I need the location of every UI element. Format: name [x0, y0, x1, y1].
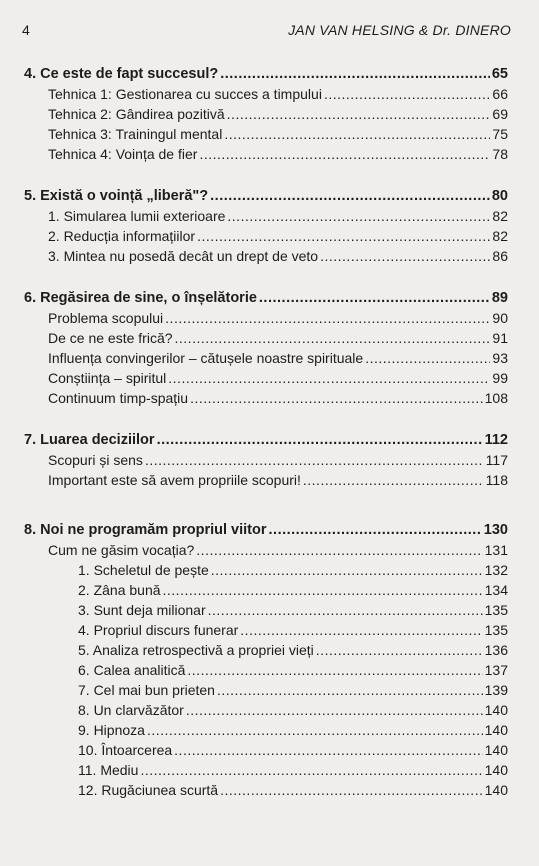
toc-page-number: 130	[483, 522, 508, 538]
toc-page-number: 118	[485, 472, 508, 488]
toc-chapter-entry	[24, 188, 508, 204]
page-number: 4	[22, 22, 30, 38]
dot-leader	[324, 86, 490, 102]
toc-subentry	[48, 472, 508, 488]
toc-subentry	[78, 742, 508, 758]
toc-entry-title: 2. Zâna bună	[78, 582, 161, 598]
toc-subentry	[48, 86, 508, 102]
toc-page-number: 89	[491, 290, 508, 306]
toc-entry-title: 7. Cel mai bun prieten	[78, 682, 215, 698]
toc-entry-title: Important este să avem propriile scopuri!	[48, 472, 301, 488]
toc-entry-title: Conștiința – spiritul	[48, 370, 167, 386]
toc-page-number: 78	[492, 146, 508, 162]
dot-leader	[187, 662, 482, 678]
toc-page-number: 137	[484, 662, 508, 678]
toc-subentry	[48, 330, 508, 346]
toc-page-number: 139	[484, 682, 508, 698]
toc-subentry	[48, 228, 508, 244]
toc-subentry	[48, 106, 508, 122]
dot-leader	[224, 126, 490, 142]
dot-leader	[365, 350, 490, 366]
toc-subentry	[78, 602, 508, 618]
dot-leader	[165, 310, 490, 326]
toc-page-number: 117	[485, 452, 508, 468]
toc-entry-title: Tehnica 1: Gestionarea cu succes a timpului	[48, 86, 322, 102]
toc-page-number: 135	[484, 622, 508, 638]
dot-leader	[210, 188, 490, 204]
toc-page-number: 140	[484, 702, 508, 718]
toc-entry-title: Cum ne găsim vocația?	[48, 542, 195, 558]
toc-subentry	[48, 350, 508, 366]
toc-page-number: 91	[492, 330, 508, 346]
toc-page-number: 93	[492, 350, 508, 366]
dot-leader	[168, 370, 490, 386]
dot-leader	[259, 290, 490, 306]
toc-subentry	[78, 782, 508, 798]
toc-entry-title: Tehnica 2: Gândirea pozitivă	[48, 106, 225, 122]
toc-page-number: 112	[484, 432, 508, 448]
dot-leader	[227, 208, 490, 224]
toc-page-number: 82	[492, 208, 508, 224]
dot-leader	[269, 522, 482, 538]
toc-subentry	[78, 622, 508, 638]
dot-leader	[303, 472, 484, 488]
dot-leader	[147, 722, 483, 738]
toc-subentry	[78, 562, 508, 578]
toc-entry-title: 6. Regăsirea de sine, o înșelătorie	[24, 290, 257, 306]
toc-subentry	[48, 390, 508, 406]
toc-subentry	[48, 248, 508, 264]
toc-entry-title: 7. Luarea deciziilor	[24, 432, 155, 448]
toc-subentry	[48, 310, 508, 326]
toc-page-number: 140	[484, 782, 508, 798]
toc-page-number: 131	[484, 542, 508, 558]
dot-leader	[163, 582, 483, 598]
toc-entry-title: 4. Propriul discurs funerar	[78, 622, 239, 638]
dot-leader	[217, 682, 483, 698]
toc-subentry	[48, 370, 508, 386]
toc-entry-title: Continuum timp-spațiu	[48, 390, 189, 406]
dot-leader	[208, 602, 483, 618]
toc-subentry	[78, 762, 508, 778]
toc-page-number: 90	[492, 310, 508, 326]
toc-entry-title: 3. Sunt deja milionar	[78, 602, 206, 618]
toc-entry-title: 6. Calea analitică	[78, 662, 186, 678]
toc-page-number: 140	[484, 762, 508, 778]
running-title: JAN VAN HELSING & Dr. DINERO	[288, 22, 511, 38]
toc-entry-title: Problema scopului	[48, 310, 164, 326]
toc-page-number: 75	[492, 126, 508, 142]
toc-chapter-entry	[24, 66, 508, 82]
dot-leader	[197, 228, 490, 244]
toc-entry-title: Tehnica 3: Trainingul mental	[48, 126, 223, 142]
toc-entry-title: 2. Reducția informațiilor	[48, 228, 196, 244]
toc-entry-title: Influența convingerilor – cătușele noastre spirituale	[48, 350, 364, 366]
toc-entry-title: Tehnica 4: Voința de fier	[48, 146, 198, 162]
dot-leader	[196, 542, 482, 558]
toc-page-number: 135	[484, 602, 508, 618]
toc-page-number: 132	[484, 562, 508, 578]
dot-leader	[175, 330, 491, 346]
dot-leader	[140, 762, 482, 778]
toc-entry-title: 9. Hipnoza	[78, 722, 145, 738]
toc-entry-title: 3. Mintea nu posedă decât un drept de veto	[48, 248, 319, 264]
toc-entry-title: 12. Rugăciunea scurtă	[78, 782, 219, 798]
dot-leader	[320, 248, 490, 264]
toc-subentry	[48, 146, 508, 162]
toc-entry-title: 8. Un clarvăzător	[78, 702, 184, 718]
toc-page-number: 134	[484, 582, 508, 598]
toc-page-number: 86	[492, 248, 508, 264]
toc-subentry	[48, 452, 508, 468]
dot-leader	[240, 622, 482, 638]
toc-page-number: 65	[491, 66, 508, 82]
toc-page-number: 140	[484, 722, 508, 738]
dot-leader	[211, 562, 483, 578]
toc-entry-title: 5. Analiza retrospectivă a propriei vieți	[78, 642, 314, 658]
page-header	[20, 22, 511, 42]
toc-chapter-entry	[24, 432, 508, 448]
toc-page-number: 66	[492, 86, 508, 102]
dot-leader	[190, 390, 483, 406]
toc-subentry	[78, 582, 508, 598]
toc-chapter-entry	[24, 522, 508, 538]
toc-subentry	[48, 208, 508, 224]
dot-leader	[186, 702, 483, 718]
dot-leader	[220, 782, 483, 798]
toc-page-number: 69	[492, 106, 508, 122]
toc-entry-title: 1. Simularea lumii exterioare	[48, 208, 226, 224]
toc-chapter-entry	[24, 290, 508, 306]
dot-leader	[157, 432, 483, 448]
toc-entry-title: De ce ne este frică?	[48, 330, 173, 346]
toc-subentry	[78, 702, 508, 718]
toc-subentry	[78, 662, 508, 678]
toc-entry-title: 11. Mediu	[78, 762, 139, 778]
toc-page-number: 82	[492, 228, 508, 244]
toc-page-number: 99	[492, 370, 508, 386]
dot-leader	[316, 642, 483, 658]
toc-subentry	[48, 542, 508, 558]
toc-page-number: 80	[491, 188, 508, 204]
dot-leader	[199, 146, 490, 162]
dot-leader	[174, 742, 482, 758]
toc-subentry	[78, 642, 508, 658]
toc-page-number: 140	[484, 742, 508, 758]
toc-entry-title: 5. Există o voință „liberă"?	[24, 188, 209, 204]
toc-entry-title: 4. Ce este de fapt succesul?	[24, 66, 219, 82]
toc-subentry	[48, 126, 508, 142]
dot-leader	[220, 66, 490, 82]
dot-leader	[145, 452, 484, 468]
toc-entry-title: Scopuri și sens	[48, 452, 143, 468]
toc-entry-title: 8. Noi ne programăm propriul viitor	[24, 522, 267, 538]
toc-page-number: 136	[484, 642, 508, 658]
toc-entry-title: 10. Întoarcerea	[78, 742, 173, 758]
toc-subentry	[78, 682, 508, 698]
toc-subentry	[78, 722, 508, 738]
toc-page-number: 108	[484, 390, 508, 406]
toc-entry-title: 1. Scheletul de pește	[78, 562, 209, 578]
dot-leader	[227, 106, 491, 122]
